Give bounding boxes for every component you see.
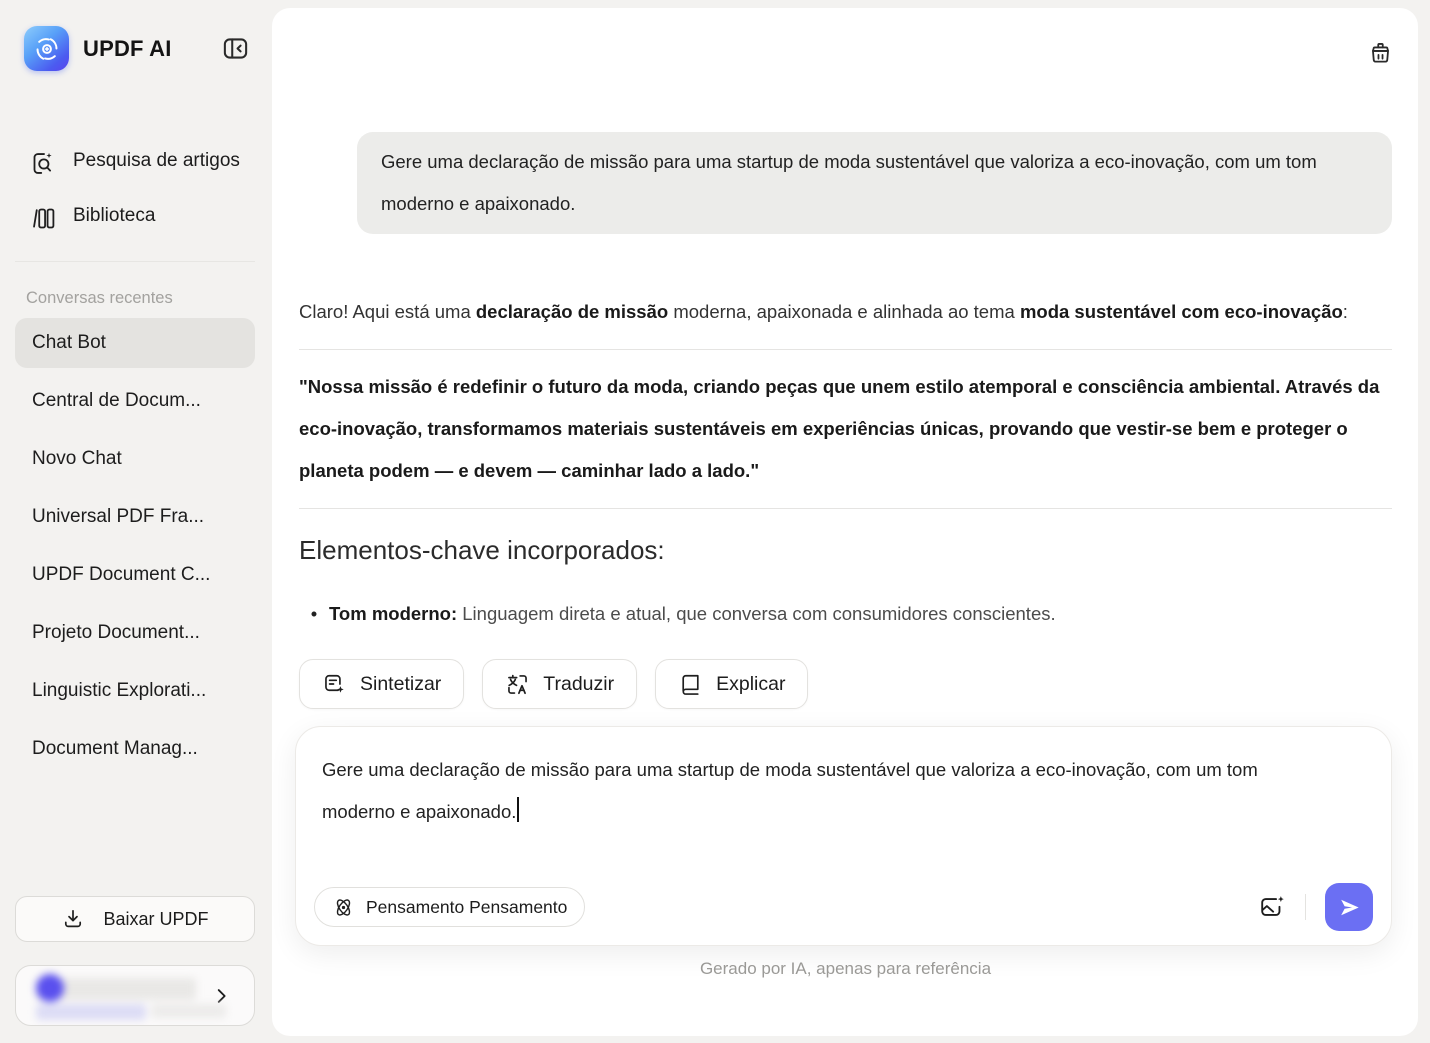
translate-icon (505, 672, 530, 697)
updf-ai-logo (24, 26, 69, 71)
action-label: Traduzir (543, 672, 615, 695)
chat-list-item[interactable]: Universal PDF Fra... (32, 506, 205, 527)
chat-list (0, 318, 270, 774)
assistant-intro: Claro! Aqui está uma declaração de missão moderna, apaixonada e alinhada ao tema moda sustentável com eco-inovação: (299, 301, 1348, 322)
send-icon (1337, 895, 1362, 920)
markdown-divider (299, 349, 1392, 350)
download-updf-button[interactable] (15, 896, 255, 942)
recent-conversations-label: Conversas recentes (26, 289, 173, 307)
sidebar-item-label: Pesquisa de artigos (73, 150, 240, 171)
sidebar-item-label: Biblioteca (73, 205, 156, 226)
sidebar (0, 0, 270, 1043)
bullet-marker: • (310, 603, 318, 624)
mission-statement-quote: "Nossa missão é redefinir o futuro da moda, criando peças que unem estilo atemporal e consciência ambiental. Através da eco-inovação, transformamos materiais sustentáveis em experiências únicas, provando que vestir-se bem e proteger o planeta podem — e devem — caminhar lado a lado." (299, 376, 1380, 481)
sidebar-nav (0, 135, 270, 245)
translate-button[interactable] (482, 659, 637, 709)
send-button[interactable] (1325, 883, 1373, 931)
app-title: UPDF AI (83, 35, 172, 61)
user-profile-card[interactable] (15, 965, 255, 1026)
conversation (272, 8, 1418, 979)
chat-panel (272, 8, 1418, 1036)
bullet-item (299, 593, 1392, 635)
key-elements-heading: Elementos-chave incorporados: (299, 535, 665, 565)
explain-book-icon (678, 672, 703, 697)
library-icon (30, 205, 57, 232)
chat-list-item[interactable]: Novo Chat (32, 448, 122, 469)
composer-input[interactable]: Gere uma declaração de missão para uma startup de moda sustentável que valoriza a eco-inovação, com um tom moderno e apaixonado. (322, 759, 1258, 822)
summarize-button[interactable] (299, 659, 464, 709)
ai-disclaimer: Gerado por IA, apenas para referência (699, 959, 992, 978)
sidebar-header (24, 26, 250, 71)
chat-list-item[interactable]: UPDF Document C... (32, 564, 211, 585)
composer-toolbar (314, 883, 1373, 931)
attach-image-button[interactable] (1258, 893, 1286, 921)
collapse-sidebar-icon (221, 34, 250, 63)
text-caret (517, 797, 519, 822)
chat-list-item[interactable]: Linguistic Explorati... (32, 680, 207, 701)
explain-button[interactable] (655, 659, 808, 709)
chat-list-item[interactable]: Central de Docum... (32, 390, 201, 411)
assistant-message (299, 291, 1392, 635)
logo-swirl-icon (32, 34, 62, 64)
clear-chat-button[interactable] (1367, 40, 1394, 67)
summarize-icon (322, 672, 347, 697)
sidebar-item-library[interactable] (0, 190, 270, 245)
chat-list-item[interactable]: Document Manag... (32, 738, 198, 759)
atom-icon (332, 896, 355, 919)
chat-list-item[interactable]: Chat Bot (15, 318, 255, 368)
chat-list-item[interactable]: Projeto Document... (32, 622, 200, 643)
sidebar-divider (15, 261, 255, 262)
download-icon (61, 907, 85, 931)
clear-broom-icon (1367, 40, 1394, 67)
message-composer[interactable] (295, 726, 1392, 946)
bullet-text: Tom moderno: Linguagem direta e atual, que conversa com consumidores conscientes. (329, 603, 1056, 624)
user-profile-redacted (16, 966, 206, 1025)
thinking-toggle-label: Pensamento Pensamento (366, 896, 568, 917)
sidebar-collapse-button[interactable] (221, 34, 250, 63)
download-updf-label: Baixar UPDF (103, 908, 209, 929)
action-label: Explicar (716, 672, 786, 695)
article-search-icon (30, 150, 57, 177)
image-icon (1258, 893, 1286, 921)
toolbar-divider (1305, 894, 1306, 920)
avatar (36, 974, 64, 1002)
quick-actions (299, 659, 1392, 709)
thinking-mode-toggle[interactable] (314, 887, 585, 927)
markdown-divider (299, 508, 1392, 509)
action-label: Sintetizar (360, 672, 442, 695)
sidebar-item-article-search[interactable] (0, 135, 270, 190)
user-message-bubble: Gere uma declaração de missão para uma startup de moda sustentável que valoriza a eco-inovação, com um tom moderno e apaixonado. (357, 132, 1392, 234)
